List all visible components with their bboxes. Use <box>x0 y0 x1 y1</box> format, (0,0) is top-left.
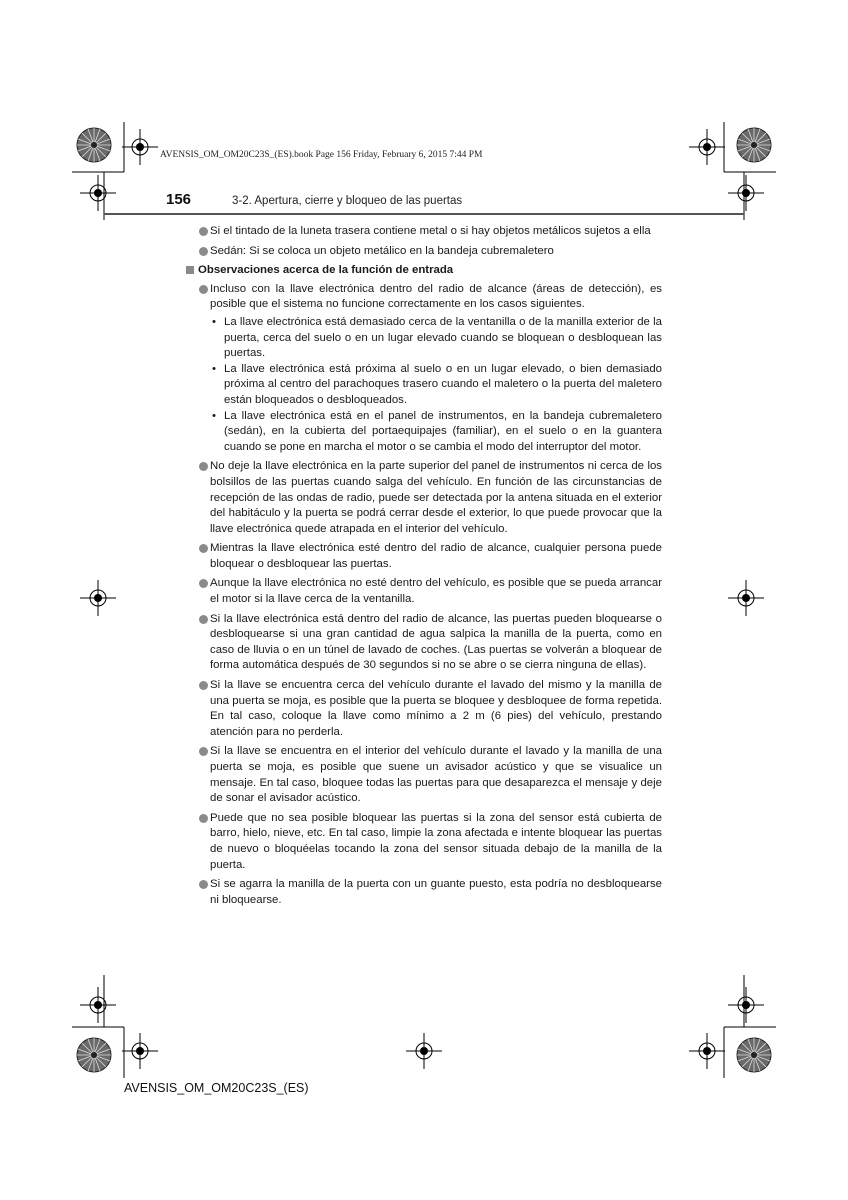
list-item <box>210 409 662 456</box>
reg-mark-bottom-right-a <box>728 987 764 1023</box>
section-title: 3-2. Apertura, cierre y bloqueo de las puertas <box>232 195 463 207</box>
reg-mark-bottom-left-a <box>80 987 116 1023</box>
bullet-text: Incluso con la llave electrónica dentro del radio de alcance (áreas de detección), es posible que el sistema no funcione correctamente en los casos siguientes. <box>210 282 662 311</box>
list-item-text: La llave electrónica está próxima al suelo o en un lugar elevado, o bien demasiado próxima al centro del parachoques trasero cuando el maletero o la puerta del maletero están bloqueados o desbloqueados. <box>224 362 662 406</box>
bullet-text: Mientras la llave electrónica esté dentro del radio de alcance, cualquier persona puede bloquear o desbloquear las puertas. <box>210 542 662 570</box>
bullet-paragraph <box>186 459 662 537</box>
bullet-paragraph <box>186 744 662 806</box>
dot-icon: • <box>212 362 216 375</box>
reg-mark-top-right-b <box>728 175 764 211</box>
star-mark-bottom-left <box>77 1038 111 1072</box>
bullet-paragraph <box>186 224 662 240</box>
subsection-heading <box>186 263 662 279</box>
dot-icon: • <box>212 315 216 328</box>
bullet-icon <box>199 285 208 294</box>
bullet-text: Si la llave electrónica está dentro del radio de alcance, las puertas pueden bloquearse o desbloquearse si una gran cantidad de agua salpica la manilla de la puerta, como en caso de lluvia o en un túnel de lavado de coches. (Las puertas se volverán a bloquear de forma automática después de 30 segundos si no se abre o se cierra ninguna de ellas). <box>210 612 662 672</box>
bullet-text: Puede que no sea posible bloquear las puertas si la zona del sensor está cubierta de barro, hielo, nieve, etc. En tal caso, limpie la zona afectada e intente bloquear las puertas de nuevo o bloquéelas tocando la zona del sensor situada debajo de la manilla de la puerta. <box>210 811 662 871</box>
reg-mark-mid-right <box>728 580 764 616</box>
page-content <box>186 224 662 912</box>
bullet-text: Si se agarra la manilla de la puerta con un guante puesto, esta podría no desbloquearse ni bloquearse. <box>210 878 662 906</box>
reg-mark-bottom-center <box>406 1033 442 1069</box>
bullet-icon <box>199 880 208 889</box>
subsection-title: Observaciones acerca de la función de entrada <box>198 264 454 277</box>
bullet-text: Si la llave se encuentra cerca del vehículo durante el lavado del mismo y la manilla de una puerta se moja, es posible que la puerta se bloquee y desbloquee de forma repetida. En tal caso, coloque la llave como mínimo a 2 m (6 pies) del vehículo, prestando atención para no perderla. <box>210 679 662 738</box>
bullet-paragraph <box>186 244 662 260</box>
list-item-text: La llave electrónica está en el panel de instrumentos, en la bandeja cubremaletero (sedán), en la cubierta del portaequipajes (familiar), en el suelo o en la guantera cuando se pone en marcha el motor o se cambia el modo del interruptor del motor. <box>224 409 662 453</box>
star-mark-top-right <box>737 128 771 162</box>
bullet-icon <box>199 544 208 553</box>
list-item <box>210 315 662 362</box>
reg-mark-top-left-b <box>80 175 116 211</box>
page-number: 156 <box>166 191 192 208</box>
bullet-icon <box>199 227 208 236</box>
header-rule <box>104 213 744 215</box>
list-item-text: La llave electrónica está demasiado cerca de la ventanilla o de la manilla exterior de la puerta, cerca del suelo o en un lugar elevado cuando se bloquean o desbloquean las puertas. <box>224 315 662 360</box>
bullet-icon <box>199 681 208 690</box>
print-info: AVENSIS_OM_OM20C23S_(ES).book Page 156 Friday, February 6, 2015 7:44 PM <box>160 150 483 160</box>
case-list <box>210 315 662 455</box>
reg-mark-mid-left <box>80 580 116 616</box>
star-mark-top-left <box>77 128 111 162</box>
bullet-paragraph <box>186 612 662 674</box>
dot-icon: • <box>212 409 216 422</box>
bullet-paragraph <box>186 541 662 572</box>
bullet-text: Si la llave se encuentra en el interior del vehículo durante el lavado y la manilla de una puerta se moja, es posible que suene un avisador acústico y que se visualice un mensaje. En tal caso, bloquee todas las puertas para que desaparezca el mensaje y deje de sonar el avisador acústico. <box>210 745 662 805</box>
bullet-paragraph <box>186 678 662 740</box>
bullet-paragraph <box>186 811 662 873</box>
reg-mark-bottom-left-b <box>122 1033 158 1069</box>
reg-mark-bottom-right-b <box>689 1033 725 1069</box>
bullet-paragraph <box>186 877 662 908</box>
bullet-text: Aunque la llave electrónica no esté dentro del vehículo, es posible que se pueda arrancar el motor si la llave cerca de la ventanilla. <box>210 577 662 606</box>
bullet-text: No deje la llave electrónica en la parte superior del panel de instrumentos ni cerca de los bolsillos de las puertas cuando salga del vehículo. En función de las circunstancias de recepción de las ondas de radio, puede ser detectada por la antena situada en el exterior del habitáculo y la puerta se podrá cerrar desde el exterior, lo que puede provocar que la llave electrónica quede atrapada en el interior del vehículo. <box>210 460 662 535</box>
bullet-paragraph <box>186 282 662 456</box>
bullet-text: Sedán: Si se coloca un objeto metálico en la bandeja cubremaletero <box>210 244 554 257</box>
star-mark-bottom-right <box>737 1038 771 1072</box>
reg-mark-top-left-a <box>122 129 158 165</box>
bullet-text: Si el tintado de la luneta trasera contiene metal o si hay objetos metálicos sujetos a ella <box>210 225 651 237</box>
bullet-paragraph <box>186 576 662 607</box>
square-icon <box>186 266 194 274</box>
reg-mark-top-right-a <box>689 129 725 165</box>
bullet-icon <box>199 247 208 256</box>
footer-doc-id: AVENSIS_OM_OM20C23S_(ES) <box>124 1081 309 1095</box>
bullet-icon <box>199 462 208 471</box>
list-item <box>210 362 662 409</box>
bullet-icon <box>199 579 208 588</box>
bullet-icon <box>199 615 208 624</box>
bullet-icon <box>199 747 208 756</box>
bullet-icon <box>199 814 208 823</box>
